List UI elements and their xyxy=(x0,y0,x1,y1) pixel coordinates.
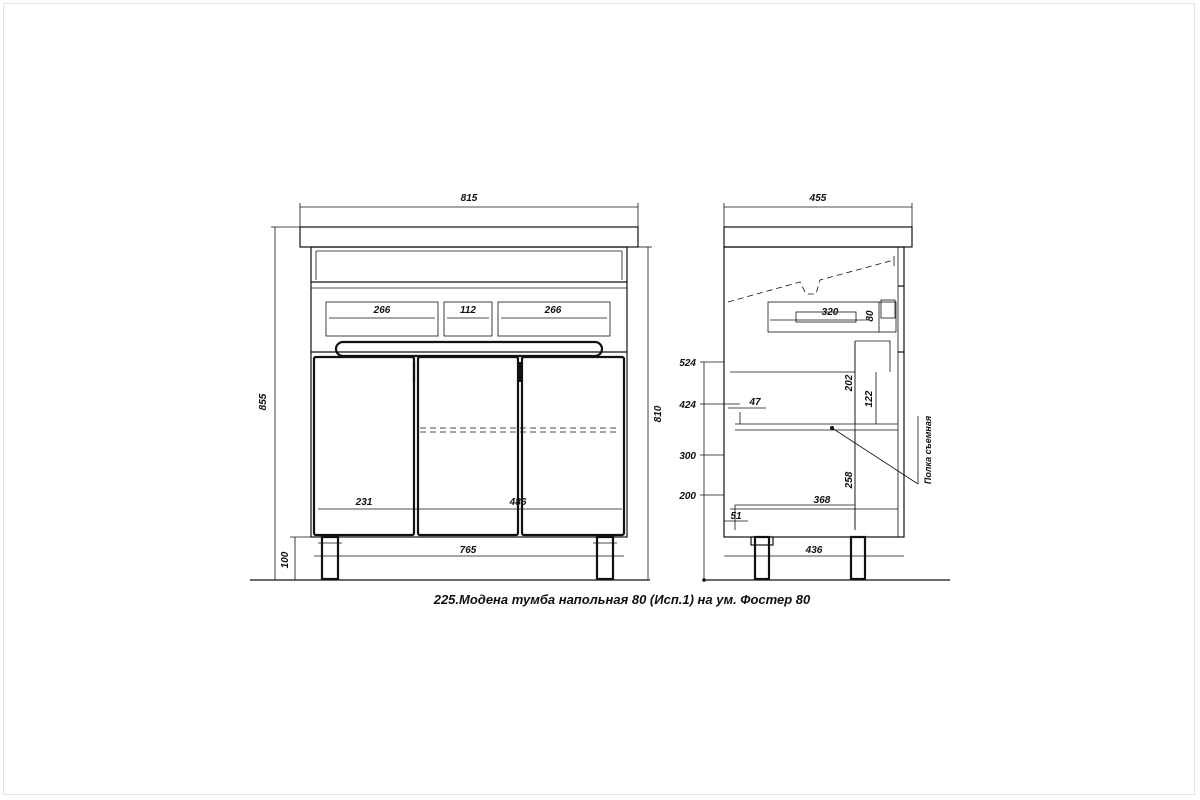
dim-drawer-middle: 112 xyxy=(460,305,476,316)
side-leg-right xyxy=(851,537,865,579)
dim-offset-bottom: 51 xyxy=(730,511,742,522)
door-left xyxy=(314,357,414,535)
dim-base-depth: 436 xyxy=(805,545,823,556)
dim-door-middle: 486 xyxy=(509,497,527,508)
side-countertop xyxy=(724,227,912,247)
dim-inner-depth: 320 xyxy=(821,307,839,318)
dim-height-202: 202 xyxy=(844,374,855,392)
dim-overall-depth: 455 xyxy=(809,193,827,204)
dim-height-258: 258 xyxy=(844,471,855,489)
door-middle xyxy=(418,357,518,535)
dim-door-side: 231 xyxy=(355,497,373,508)
side-leg-left xyxy=(755,537,769,579)
dim-base-width: 765 xyxy=(459,545,477,556)
level-424: 424 xyxy=(679,400,696,411)
dim-offset-small: 47 xyxy=(749,397,761,408)
level-300: 300 xyxy=(679,451,696,462)
dim-height-80: 80 xyxy=(865,310,876,322)
dim-body-height: 810 xyxy=(653,405,664,423)
shelf-note: Полка съемная xyxy=(923,415,933,485)
front-countertop xyxy=(300,227,638,247)
level-200: 200 xyxy=(679,491,696,502)
level-524: 524 xyxy=(679,358,696,369)
dim-overall-width: 815 xyxy=(460,193,478,204)
dim-inner-depth-2: 368 xyxy=(813,495,831,506)
siphon-cutout xyxy=(855,341,890,372)
sink-profile xyxy=(728,260,894,302)
side-cabinet-body xyxy=(724,247,904,537)
dim-drawer-left: 266 xyxy=(373,305,391,316)
front-cabinet-body xyxy=(311,247,627,537)
dim-overall-height: 855 xyxy=(258,393,269,411)
side-view xyxy=(678,193,950,582)
drawer-handle xyxy=(336,342,602,356)
dim-drawer-right: 266 xyxy=(544,305,562,316)
front-view xyxy=(250,193,664,580)
dim-leg-height: 100 xyxy=(280,551,291,569)
door-right xyxy=(522,357,624,535)
dim-height-122: 122 xyxy=(864,390,875,408)
drawing-caption: 225.Модена тумба напольная 80 (Исп.1) на ум. Фостер 80 xyxy=(433,592,811,607)
